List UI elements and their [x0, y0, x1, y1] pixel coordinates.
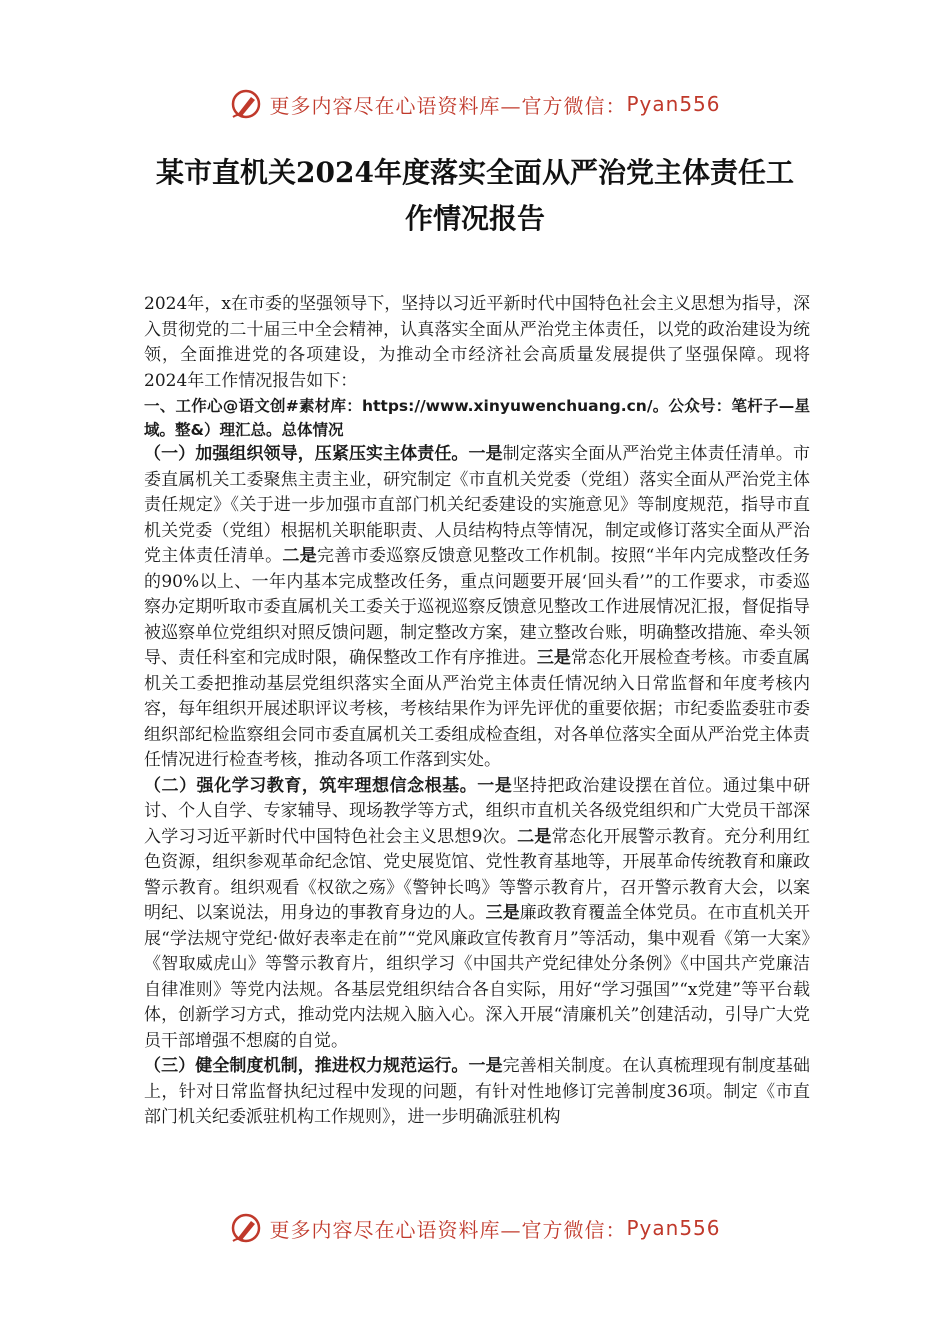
- document-body: [144, 292, 810, 1131]
- watermark-banner-top: [0, 84, 950, 124]
- paragraph-1: [144, 442, 810, 774]
- title-line-1: 某市直机关2024年度落实全面从严治党主体责任工: [156, 156, 794, 189]
- pen-nib-logo-icon: [229, 1211, 263, 1245]
- para1-key-1: 一是: [468, 444, 503, 464]
- paragraph-2: [144, 774, 810, 1055]
- watermark-wechat-id: Pyan556: [626, 92, 721, 116]
- para2-lead: （二）强化学习教育，筑牢理想信念根基。: [144, 775, 478, 796]
- watermark-text: 更多内容尽在心语资料库—官方微信：: [269, 1217, 627, 1242]
- document-title: [130, 150, 820, 242]
- para3-key-1: 一是: [468, 1056, 503, 1076]
- para2-key-1: 一是: [477, 775, 513, 796]
- para1-text-1: 制定落实全面从严治党主体责任清单。市委直属机关工委聚焦主责主业，研究制定《市直机关党委（党组）落实全面从严治党主体责任规定》《关于进一步加强市直部门机关纪委建设的实施意见》等制度规范，指导市直机关党委（党组）根据机关职能职责、人员结构特点等情况，制定或修订落实全面从严治党主体责任清单。: [144, 444, 811, 566]
- title-line-2: 作情况报告: [404, 202, 545, 235]
- para3-lead: （三）健全制度机制，推进权力规范运行。: [144, 1056, 469, 1076]
- section-heading-1: 一、工作心@语文创#素材库：https://www.xinyuwenchuang.cn/。公众号：笔杆子—星域。整&）理汇总。总体情况: [144, 397, 810, 439]
- intro-paragraph: 2024年，x在市委的坚强领导下，坚持以习近平新时代中国特色社会主义思想为指导，深入贯彻党的二十届三中全会精神，认真落实全面从严治党主体责任，以党的政治建设为统领，全面推进党的各项建设，为推动全市经济社会高质量发展提供了坚强保障。现将2024年工作情况报告如下：: [144, 294, 810, 391]
- watermark-banner-bottom: [0, 1208, 950, 1248]
- para2-text-1: 坚持把政治建设摆在首位。通过集中研讨、个人自学、专家辅导、现场教学等方式，组织市直机关各级党组织和广大党员干部深入学习习近平新时代中国特色社会主义思想9次。: [144, 775, 811, 847]
- watermark-wechat-id: Pyan556: [626, 1216, 721, 1240]
- para2-text-3: 廉政教育覆盖全体党员。在市直机关开展“学法规守党纪·做好表率走在前”“党风廉政宣传教育月”等活动，集中观看《第一大案》《智取威虎山》等警示教育片，组织学习《中国共产党纪律处分条例》《中国共产党廉洁自律准则》等党内法规。各基层党组织结合各自实际，用好“学习强国”“x党建”等平台载体，创新学习方式，推动党内法规入脑入心。深入开展“清廉机关”创建活动，引导广大党员干部增强不想腐的自觉。: [144, 903, 811, 1051]
- pen-nib-logo-icon: [229, 87, 263, 121]
- para1-lead: （一）加强组织领导，压紧压实主体责任。: [144, 444, 469, 464]
- para2-key-2: 二是: [517, 826, 552, 847]
- watermark-text: 更多内容尽在心语资料库—官方微信：: [269, 93, 627, 118]
- para1-key-2: 二是: [282, 546, 317, 566]
- para1-text-2: 完善市委巡察反馈意见整改工作机制。按照“半年内完成整改任务的90%以上、一年内基本完成整改任务，重点问题要开展‘回头看’”的工作要求，市委巡察办定期听取市委直属机关工委关于巡视巡察反馈意见整改工作进展情况汇报，督促指导被巡察单位党组织对照反馈问题，制定整改方案，建立整改台账，明确整改措施、牵头领导、责任科室和完成时限，确保整改工作有序推进。: [144, 546, 811, 668]
- para3-text-1: 完善相关制度。在认真梳理现有制度基础上，针对日常监督执纪过程中发现的问题，有针对性地修订完善制度36项。制定《市直部门机关纪委派驻机构工作规则》，进一步明确派驻机构: [144, 1056, 811, 1127]
- para2-key-3: 三是: [485, 903, 520, 923]
- para1-text-3: 常态化开展检查考核。市委直属机关工委把推动基层党组织落实全面从严治党主体责任情况纳入日常监督和年度考核内容，每年组织开展述职评议考核，考核结果作为评先评优的重要依据；市纪委监委驻市委组织部纪检监察组会同市委直属机关工委组成检查组，对各单位落实全面从严治党主体责任情况进行检查考核，推动各项工作落到实处。: [144, 648, 811, 770]
- para1-key-3: 三是: [536, 648, 571, 668]
- para2-text-2: 常态化开展警示教育。充分利用红色资源，组织参观革命纪念馆、党史展览馆、党性教育基地等，开展革命传统教育和廉政警示教育。组织观看《权欲之殇》《警钟长鸣》等警示教育片，召开警示教育大会，以案明纪、以案说法，用身边的事教育身边的人。: [144, 826, 810, 923]
- paragraph-3: [144, 1054, 810, 1131]
